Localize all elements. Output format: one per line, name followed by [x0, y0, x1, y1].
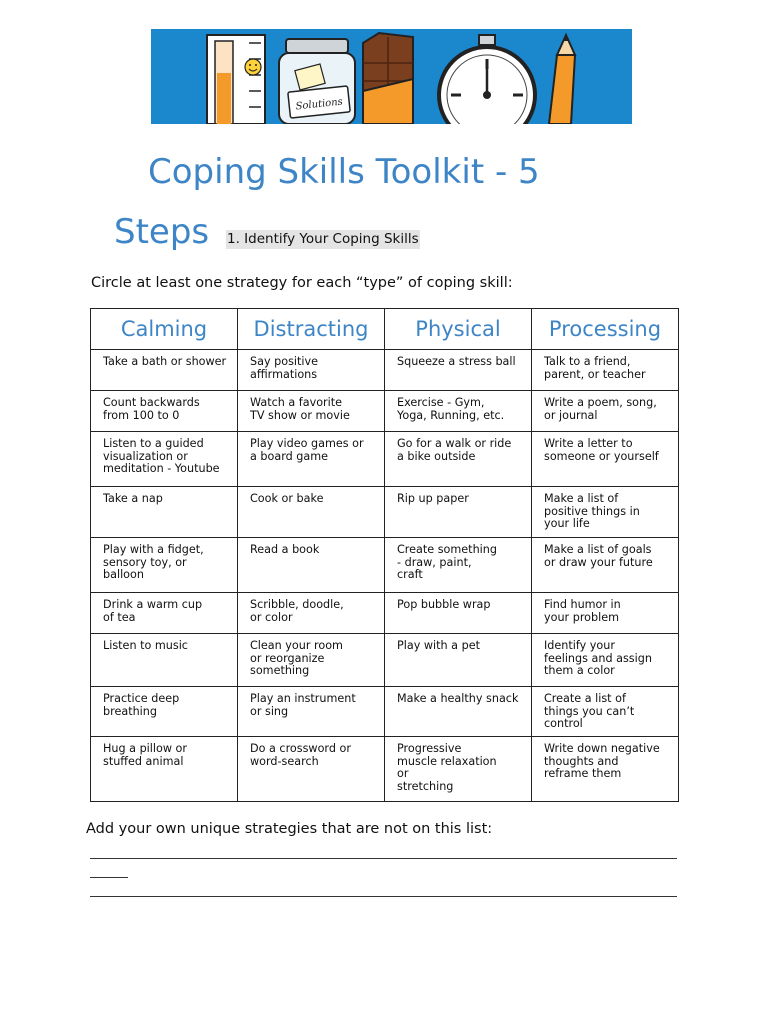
column-header-physical: Physical: [385, 309, 532, 350]
strategy-cell[interactable]: Listen to a guided visualization or meditation - Youtube: [91, 432, 238, 487]
table-row: [91, 634, 679, 687]
strategy-cell[interactable]: Play with a pet: [385, 634, 532, 687]
strategy-cell[interactable]: Rip up paper: [385, 487, 532, 538]
strategy-cell[interactable]: Create something - draw, paint, craft: [385, 538, 532, 593]
strategy-cell[interactable]: Take a nap: [91, 487, 238, 538]
table-row: [91, 687, 679, 737]
column-header-calming: Calming: [91, 309, 238, 350]
answer-line[interactable]: [90, 858, 677, 859]
strategy-cell[interactable]: Make a list of goals or draw your future: [532, 538, 679, 593]
strategy-cell[interactable]: Progressive muscle relaxation or stretching: [385, 737, 532, 802]
instruction-text: Circle at least one strategy for each “type” of coping skill:: [91, 275, 513, 291]
strategy-cell[interactable]: Play video games or a board game: [238, 432, 385, 487]
column-header-processing: Processing: [532, 309, 679, 350]
own-strategies-prompt: Add your own unique strategies that are not on this list:: [86, 821, 493, 837]
strategy-cell[interactable]: Pop bubble wrap: [385, 593, 532, 634]
strategy-cell[interactable]: Cook or bake: [238, 487, 385, 538]
table-row: [91, 432, 679, 487]
table-row: [91, 350, 679, 391]
strategy-cell[interactable]: Make a list of positive things in your life: [532, 487, 679, 538]
strategy-cell[interactable]: Take a bath or shower: [91, 350, 238, 391]
coping-skills-table: [90, 308, 679, 802]
table-row: [91, 593, 679, 634]
strategy-cell[interactable]: Go for a walk or ride a bike outside: [385, 432, 532, 487]
strategy-cell[interactable]: Talk to a friend, parent, or teacher: [532, 350, 679, 391]
strategy-cell[interactable]: Count backwards from 100 to 0: [91, 391, 238, 432]
page-title-continued: Steps: [114, 212, 210, 252]
strategy-cell[interactable]: Create a list of things you can’t control: [532, 687, 679, 737]
strategy-cell[interactable]: Find humor in your problem: [532, 593, 679, 634]
strategy-cell[interactable]: Identify your feelings and assign them a color: [532, 634, 679, 687]
strategy-cell[interactable]: Watch a favorite TV show or movie: [238, 391, 385, 432]
strategy-cell[interactable]: Scribble, doodle, or color: [238, 593, 385, 634]
table-row: [91, 487, 679, 538]
strategy-cell[interactable]: Do a crossword or word-search: [238, 737, 385, 802]
answer-line[interactable]: [90, 877, 128, 878]
page-title: Coping Skills Toolkit - 5: [148, 152, 540, 192]
strategy-cell[interactable]: Write down negative thoughts and reframe them: [532, 737, 679, 802]
strategy-cell[interactable]: Play an instrument or sing: [238, 687, 385, 737]
strategy-cell[interactable]: Drink a warm cup of tea: [91, 593, 238, 634]
answer-line[interactable]: [90, 896, 677, 897]
column-header-distracting: Distracting: [238, 309, 385, 350]
toolkit-banner-illustration: [151, 29, 632, 124]
table-row: [91, 538, 679, 593]
strategy-cell[interactable]: Practice deep breathing: [91, 687, 238, 737]
strategy-cell[interactable]: Clean your room or reorganize something: [238, 634, 385, 687]
strategy-cell[interactable]: Write a poem, song, or journal: [532, 391, 679, 432]
strategy-cell[interactable]: Read a book: [238, 538, 385, 593]
table-row: [91, 391, 679, 432]
step-heading: 1. Identify Your Coping Skills: [227, 231, 419, 247]
strategy-cell[interactable]: Say positive affirmations: [238, 350, 385, 391]
strategy-cell[interactable]: Exercise - Gym, Yoga, Running, etc.: [385, 391, 532, 432]
strategy-cell[interactable]: Make a healthy snack: [385, 687, 532, 737]
strategy-cell[interactable]: Play with a fidget, sensory toy, or balloon: [91, 538, 238, 593]
svg-text:Solutions: Solutions: [295, 96, 344, 113]
table-header-row: [91, 309, 679, 350]
strategy-cell[interactable]: Hug a pillow or stuffed animal: [91, 737, 238, 802]
strategy-cell[interactable]: Squeeze a stress ball: [385, 350, 532, 391]
strategy-cell[interactable]: Listen to music: [91, 634, 238, 687]
table-row: [91, 737, 679, 802]
strategy-cell[interactable]: Write a letter to someone or yourself: [532, 432, 679, 487]
